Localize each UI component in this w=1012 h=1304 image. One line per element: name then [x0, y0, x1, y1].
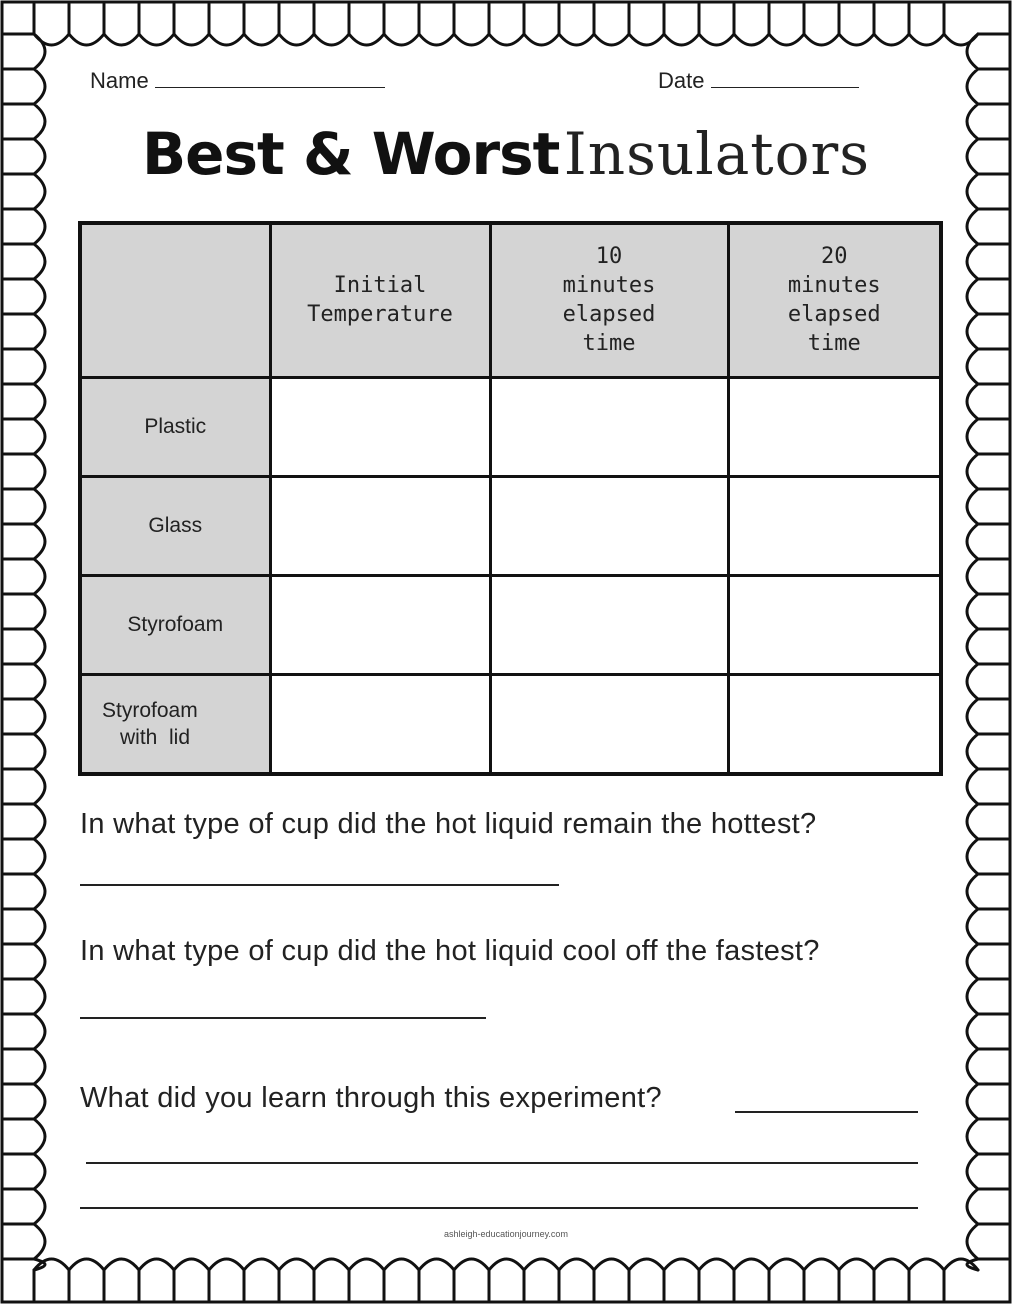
row-label-text: Plastic	[144, 415, 207, 438]
row-label-text: with lid	[120, 725, 191, 749]
entry-cell[interactable]	[490, 575, 728, 674]
row-label	[80, 575, 270, 674]
answer-line-3a[interactable]	[735, 1111, 918, 1113]
answer-line-1[interactable]	[80, 884, 559, 886]
date-field[interactable]	[658, 68, 859, 94]
row-label	[80, 377, 270, 476]
entry-cell[interactable]	[270, 575, 490, 674]
question-3: What did you learn through this experiment?	[80, 1082, 662, 1114]
date-blank[interactable]	[711, 87, 859, 88]
scallop-left	[34, 34, 45, 1270]
question-1: In what type of cup did the hot liquid remain the hottest?	[80, 808, 817, 840]
row-label-text: Styrofoam	[102, 698, 198, 722]
entry-cell[interactable]	[728, 674, 941, 774]
table-row	[80, 575, 941, 674]
name-blank[interactable]	[155, 87, 385, 88]
row-label	[80, 476, 270, 575]
scallop-top	[34, 34, 978, 45]
entry-cell[interactable]	[728, 575, 941, 674]
entry-cell[interactable]	[270, 377, 490, 476]
entry-cell[interactable]	[728, 377, 941, 476]
entry-cell[interactable]	[490, 476, 728, 575]
corner-cell	[80, 223, 270, 377]
title-thin: Insulators	[563, 120, 871, 188]
header-line: elapsed	[562, 302, 656, 328]
column-header	[490, 223, 728, 377]
question-2: In what type of cup did the hot liquid cool off the fastest?	[80, 935, 820, 967]
insulator-table	[78, 221, 943, 776]
answer-line-3b[interactable]	[86, 1162, 918, 1164]
name-label: Name	[90, 68, 149, 93]
row-label	[80, 674, 270, 774]
entry-cell[interactable]	[490, 674, 728, 774]
header-line: 20	[821, 244, 848, 270]
column-header	[728, 223, 941, 377]
table-row	[80, 377, 941, 476]
header-line: 10	[595, 244, 623, 270]
credit-text: ashleigh-educationjourney.com	[444, 1229, 568, 1239]
table-row	[80, 476, 941, 575]
table-header-row	[80, 223, 941, 377]
scallop-bottom	[34, 1259, 978, 1270]
row-label-text: Styrofoam	[127, 613, 224, 636]
entry-cell[interactable]	[490, 377, 728, 476]
header-line: Temperature	[307, 302, 453, 328]
title-bold: Best & Worst	[141, 120, 560, 188]
table-row	[80, 674, 941, 774]
entry-cell[interactable]	[270, 476, 490, 575]
entry-cell[interactable]	[728, 476, 941, 575]
header-line: Initial	[333, 273, 427, 299]
entry-cell[interactable]	[270, 674, 490, 774]
header-line: time	[807, 331, 861, 357]
scallop-right	[967, 34, 978, 1270]
header-line: elapsed	[787, 302, 881, 328]
header-line: minutes	[787, 273, 881, 299]
page-title	[0, 120, 1012, 188]
row-label-text: Glass	[148, 514, 203, 537]
header-line: time	[582, 331, 636, 357]
answer-line-2[interactable]	[80, 1017, 486, 1019]
name-field[interactable]	[90, 68, 385, 94]
header-line: minutes	[562, 273, 656, 299]
date-label: Date	[658, 68, 705, 93]
answer-line-3c[interactable]	[80, 1207, 918, 1209]
column-header	[270, 223, 490, 377]
